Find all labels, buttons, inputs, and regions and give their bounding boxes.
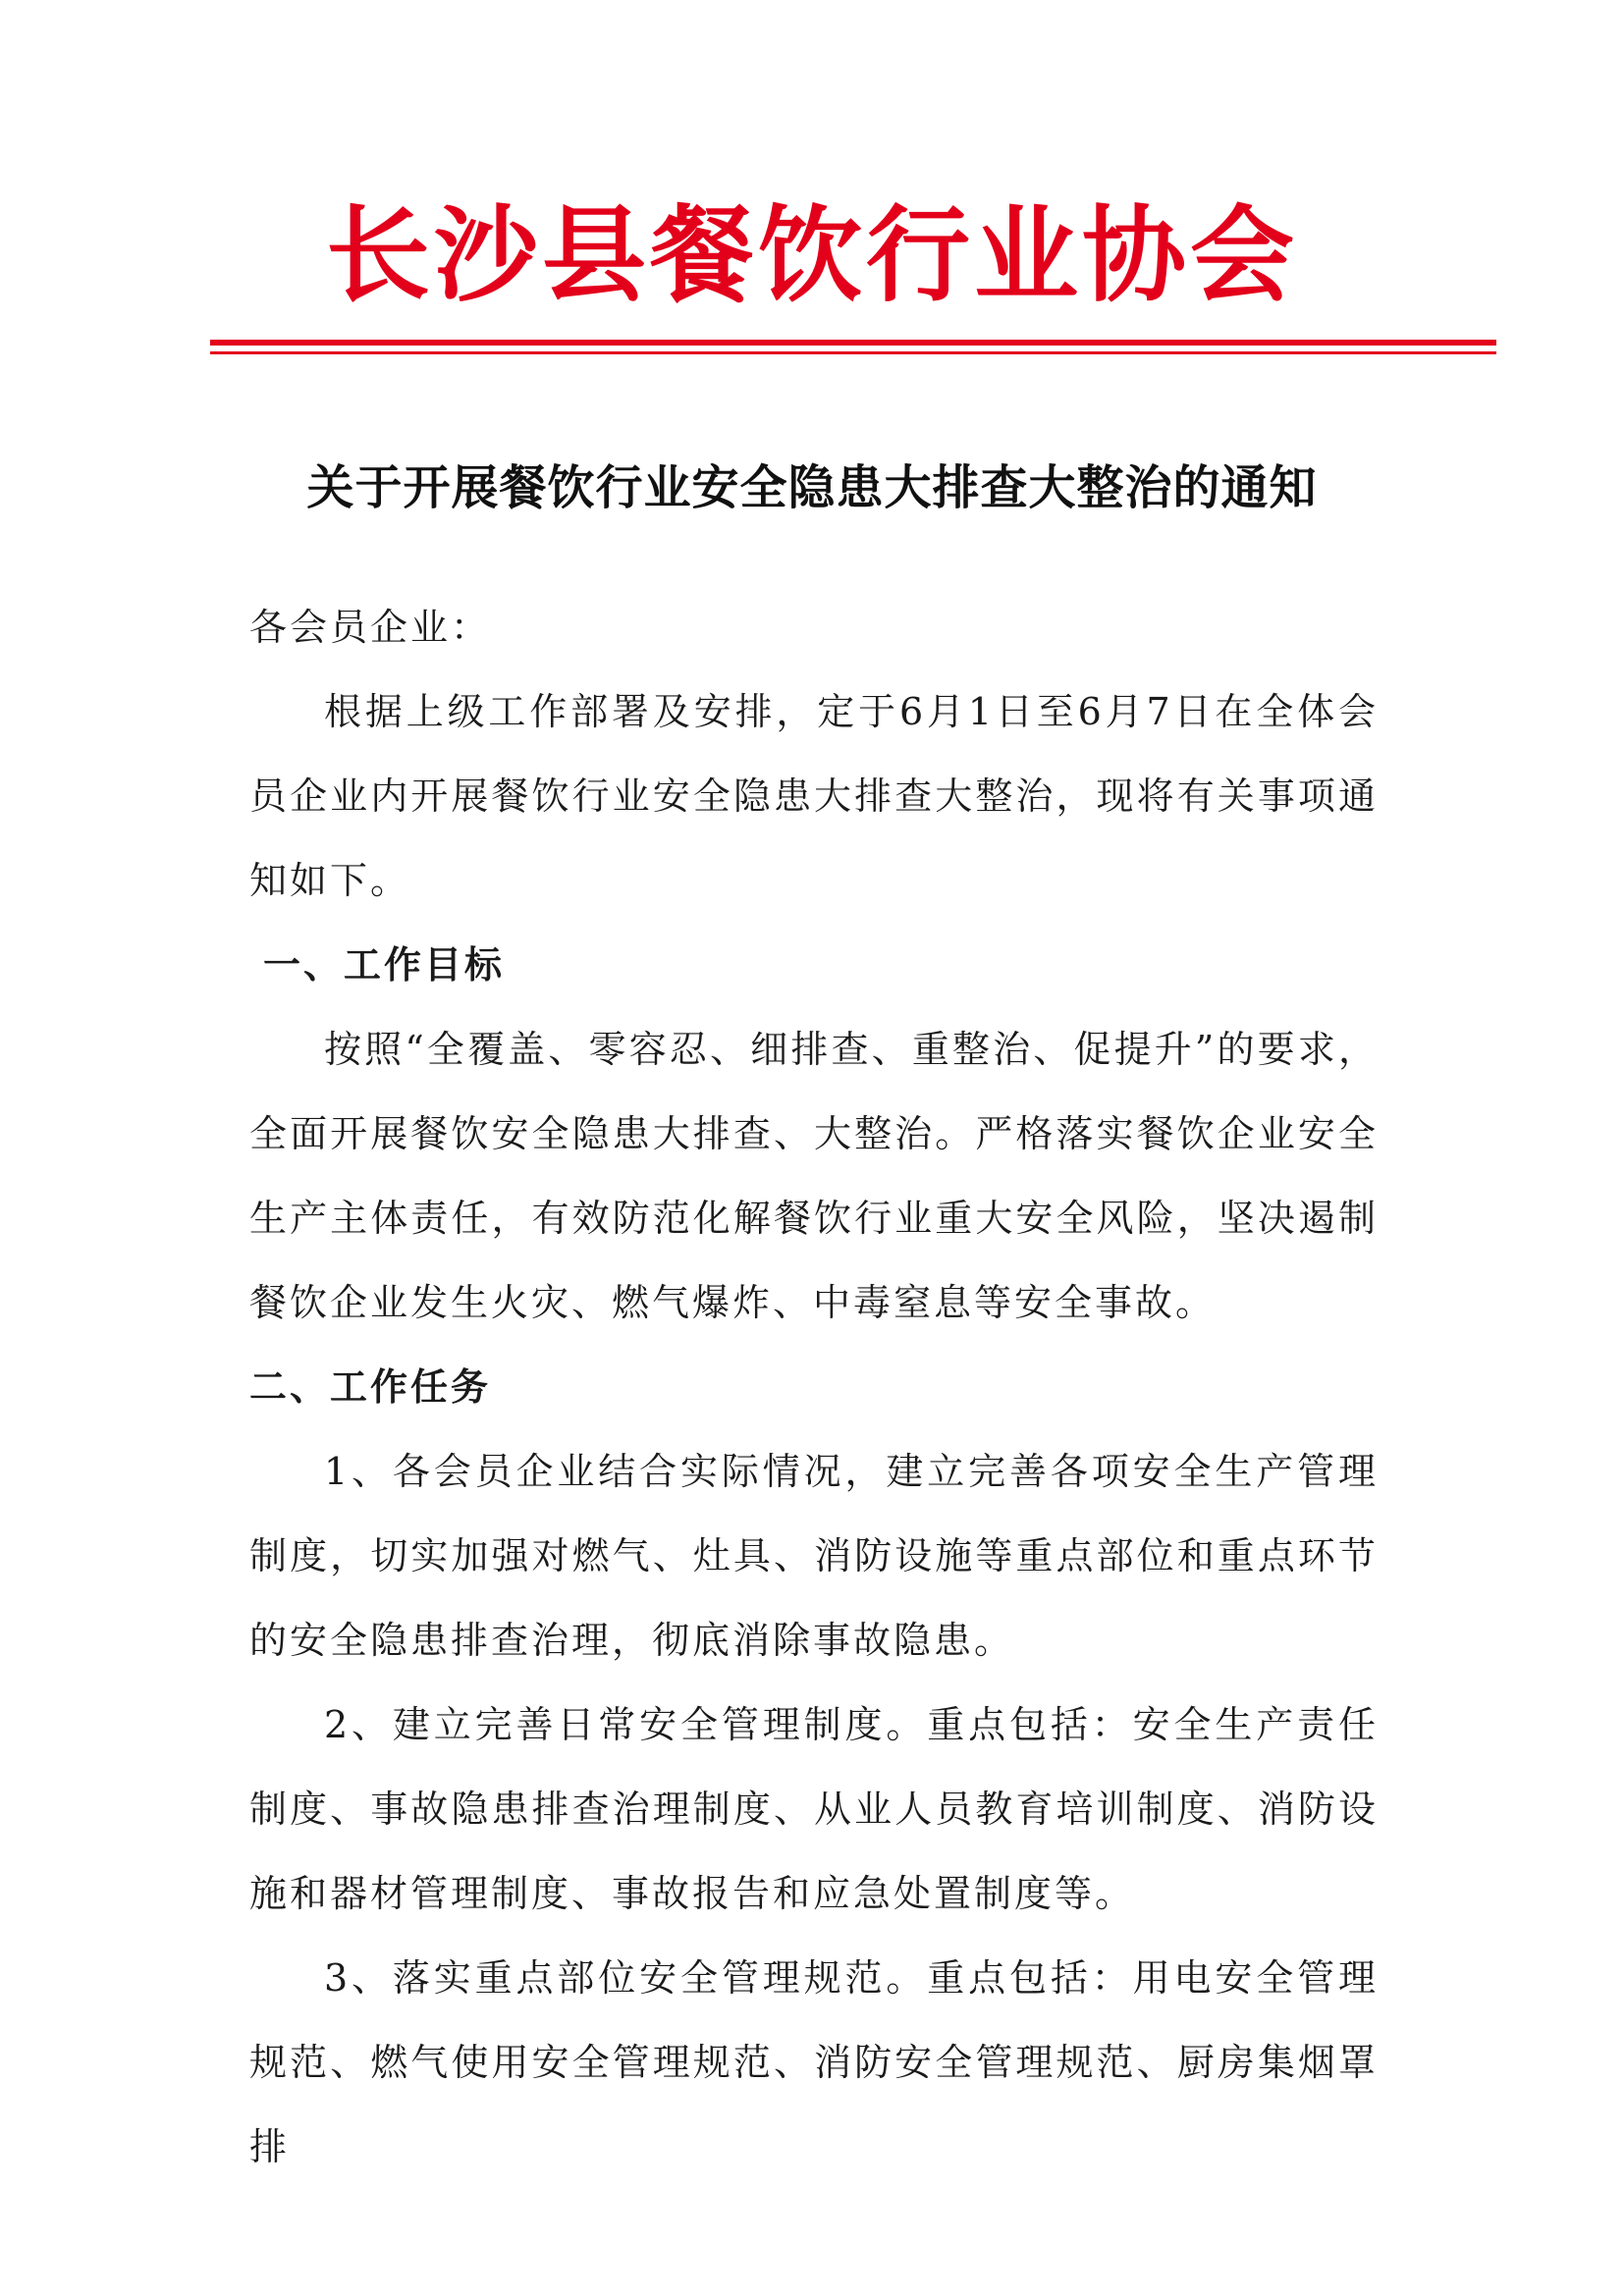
organization-name: 长沙县餐饮行业协会 bbox=[326, 195, 1298, 316]
intro-paragraph: 根据上级工作部署及安排，定于6月1日至6月7日在全体会员企业内开展餐饮行业安全隐患大排查大整治，现将有关事项通知如下。 bbox=[249, 690, 1379, 902]
notice-body bbox=[249, 585, 1379, 2189]
section-work-goals bbox=[249, 923, 1379, 1345]
salutation: 各会员企业： bbox=[249, 606, 492, 649]
letterhead-rule-thick bbox=[210, 340, 1496, 346]
section-paragraph: 按照“全覆盖、零容忍、细排查、重整治、促提升”的要求，全面开展餐饮安全隐患大排查、大整治。严格落实餐饮企业安全生产主体责任，有效防范化解餐饮行业重大安全风险，坚决遏制餐饮企业发生火灾、燃气爆炸、中毒窒息等安全事故。 bbox=[249, 1028, 1379, 1324]
notice-title: 关于开展餐饮行业安全隐患大排查大整治的通知 bbox=[306, 460, 1318, 515]
section-paragraph: 1、各会员企业结合实际情况，建立完善各项安全生产管理制度，切实加强对燃气、灶具、消防设施等重点部位和重点环节的安全隐患排查治理，彻底消除事故隐患。 bbox=[249, 1450, 1379, 1662]
letterhead-rule-thin bbox=[210, 351, 1496, 354]
section-heading: 二、工作任务 bbox=[249, 1365, 492, 1409]
section-paragraph: 2、建立完善日常安全管理制度。重点包括：安全生产责任制度、事故隐患排查治理制度、从业人员教育培训制度、消防设施和器材管理制度、事故报告和应急处置制度等。 bbox=[249, 1703, 1379, 1915]
section-work-tasks bbox=[249, 1345, 1379, 2189]
section-heading: 一、工作目标 bbox=[263, 943, 506, 987]
section-paragraph: 3、落实重点部位安全管理规范。重点包括：用电安全管理规范、燃气使用安全管理规范、消防安全管理规范、厨房集烟罩排 bbox=[249, 1956, 1379, 2168]
